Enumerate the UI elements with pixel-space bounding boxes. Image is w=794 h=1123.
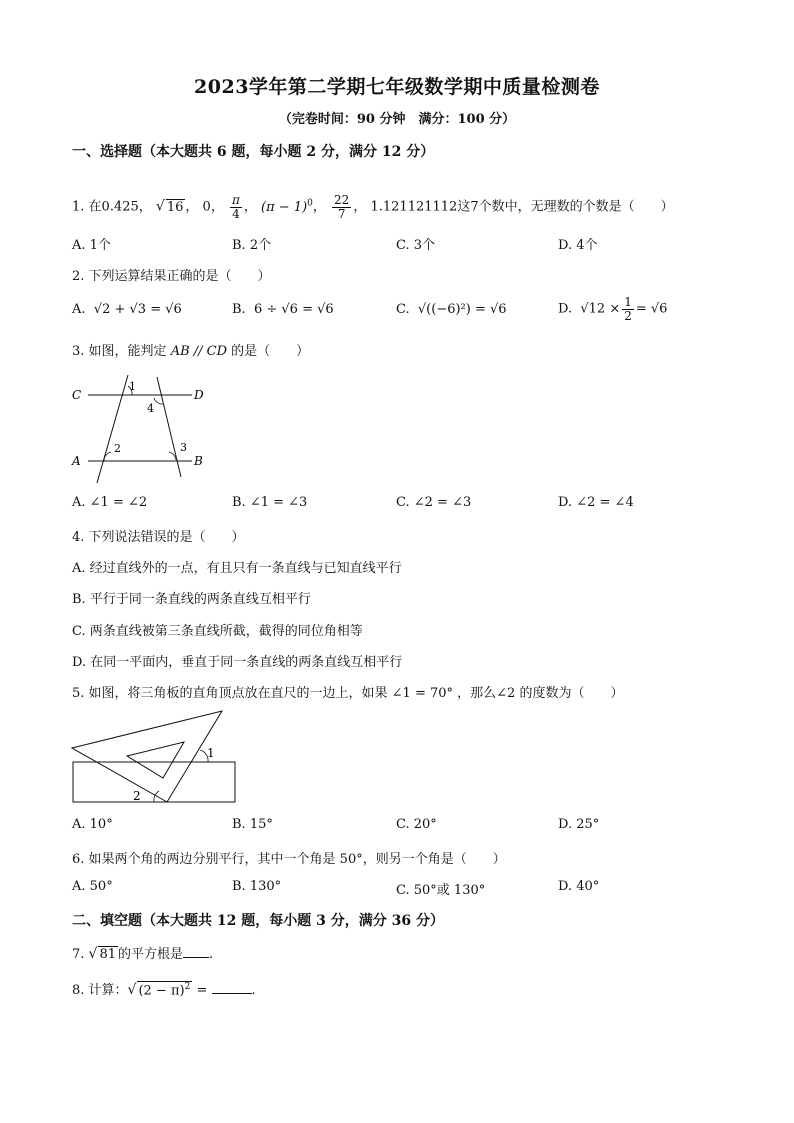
q3-angle-4: 4: [147, 402, 154, 415]
q4-option-c[interactable]: C. 两条直线被第三条直线所截，截得的同位角相等: [72, 624, 363, 639]
q1-separator: ，: [243, 199, 257, 215]
q8-radicand: $(2 - \pi)^2$: [138, 981, 191, 998]
q5-triangle-inner: [127, 742, 184, 778]
q2-option-c[interactable]: C. √((−6)²) = √6: [396, 302, 507, 317]
q2-option-b[interactable]: B. 6 ÷ √6 = √6: [232, 302, 334, 317]
q6-option-a[interactable]: A. 50°: [72, 879, 113, 894]
q1-separator: ，: [138, 199, 152, 215]
q3-option-a[interactable]: A. ∠1 = ∠2: [72, 495, 148, 510]
q5-triangle-outer: [72, 711, 222, 802]
q6-option-c[interactable]: C. 50°或 130°: [396, 883, 486, 898]
q3-option-d[interactable]: D. ∠2 = ∠4: [558, 495, 634, 510]
q3-angle-2: 2: [114, 442, 121, 455]
q3-transversal-right: [157, 377, 181, 477]
q1-separator: ，: [185, 199, 199, 215]
section-heading-fill-blank: 二、填空题（本大题共 12 题，每小题 3 分，满分 36 分）: [72, 913, 444, 929]
q5-angle-2: 2: [133, 789, 141, 803]
q1-number-3: 0: [202, 199, 211, 215]
q1-option-a[interactable]: A. 1个: [72, 238, 111, 253]
q3-label-a: A: [72, 454, 81, 468]
q1-separator: ，: [312, 199, 326, 215]
page-title: 2023学年第二学期七年级数学期中质量检测卷: [194, 76, 600, 98]
question-7-stem: 7. √ 81 的平方根是 .: [72, 946, 214, 962]
q3-angle-1: 1: [129, 380, 136, 393]
q1-number-7: 1.121121112: [370, 199, 458, 215]
q5-ruler: [73, 762, 235, 802]
q1-number-4: $\frac{\pi}{4}$: [231, 193, 240, 221]
question-1-stem: 1. 在0.425， √ 16 ， 0， $\frac{\pi}{4}$ ， $(\pi - 1)^0$， $\frac{22}{7}$ ， 1.121121112这7个数中，无理数的个数是（ ）: [72, 193, 674, 221]
page-subtitle: （完卷时间：90 分钟 满分：100 分）: [278, 112, 516, 127]
q8-answer-blank[interactable]: [212, 981, 252, 994]
q1-option-c[interactable]: C. 3个: [396, 238, 436, 253]
q5-angle-1: 1: [207, 746, 215, 760]
q1-separator: ，: [210, 199, 224, 215]
q4-option-b[interactable]: B. 平行于同一条直线的两条直线互相平行: [72, 592, 311, 607]
q6-option-d[interactable]: D. 40°: [558, 879, 600, 894]
q1-number-2: 16: [166, 199, 184, 215]
q1-option-d[interactable]: D. 4个: [558, 238, 598, 253]
question-6-stem: 6. 如果两个角的两边分别平行，其中一个角是 50°，则另一个角是（ ）: [72, 852, 506, 867]
q3-option-b[interactable]: B. ∠1 = ∠3: [232, 495, 308, 510]
question-5-stem: 5. 如图，将三角板的直角顶点放在直尺的一边上，如果 ∠1 = 70° ，那么∠2 的度数为（ ）: [72, 686, 624, 701]
question-4-stem: 4. 下列说法错误的是（ ）: [72, 530, 245, 545]
q1-number-6: $\frac{22}{7}$: [334, 193, 350, 221]
q5-figure-triangle-ruler: [68, 706, 248, 806]
q1-suffix: 这7个数中，无理数的个数是（ ）: [457, 199, 674, 215]
q3-figure-parallel-lines: [68, 372, 218, 490]
q4-option-a[interactable]: A. 经过直线外的一点，有且只有一条直线与已知直线平行: [72, 561, 402, 576]
q7-answer-blank[interactable]: [183, 945, 209, 958]
q3-label-c: C: [72, 388, 82, 402]
q6-option-b[interactable]: B. 130°: [232, 879, 282, 894]
q1-prefix: 1. 在: [72, 199, 102, 215]
q4-option-d[interactable]: D. 在同一平面内，垂直于同一条直线的两条直线互相平行: [72, 655, 403, 670]
q1-option-b[interactable]: B. 2个: [232, 238, 272, 253]
question-8-stem: 8. 计算：√ $(2 - \pi)^2$ = .: [72, 981, 256, 998]
q1-separator: ，: [353, 199, 367, 215]
q5-option-d[interactable]: D. 25°: [558, 817, 600, 832]
q7-radicand: 81: [99, 947, 117, 962]
q3-math: AB // CD: [170, 344, 228, 359]
q5-option-b[interactable]: B. 15°: [232, 817, 273, 832]
q3-label-b: B: [194, 454, 203, 468]
question-3-stem: 3. 如图，能判定 AB // CD 的是（ ）: [72, 344, 310, 359]
q2-option-d[interactable]: D. √12 × $\frac{1}{2}$ = √6: [558, 295, 668, 323]
q2-option-a[interactable]: A. √2 + √3 = √6: [72, 302, 182, 317]
section-heading-choice: 一、选择题（本大题共 6 题，每小题 2 分，满分 12 分）: [72, 144, 435, 160]
question-2-stem: 2. 下列运算结果正确的是（ ）: [72, 269, 271, 284]
q3-transversal-left: [97, 375, 128, 483]
q5-option-a[interactable]: A. 10°: [72, 817, 113, 832]
q3-angle-3: 3: [180, 441, 187, 454]
q1-number-5: $(\pi - 1)^0$: [261, 198, 313, 215]
q3-label-d: D: [194, 388, 204, 402]
q1-number-1: 0.425: [101, 199, 139, 215]
q5-option-c[interactable]: C. 20°: [396, 817, 437, 832]
q3-option-c[interactable]: C. ∠2 = ∠3: [396, 495, 472, 510]
